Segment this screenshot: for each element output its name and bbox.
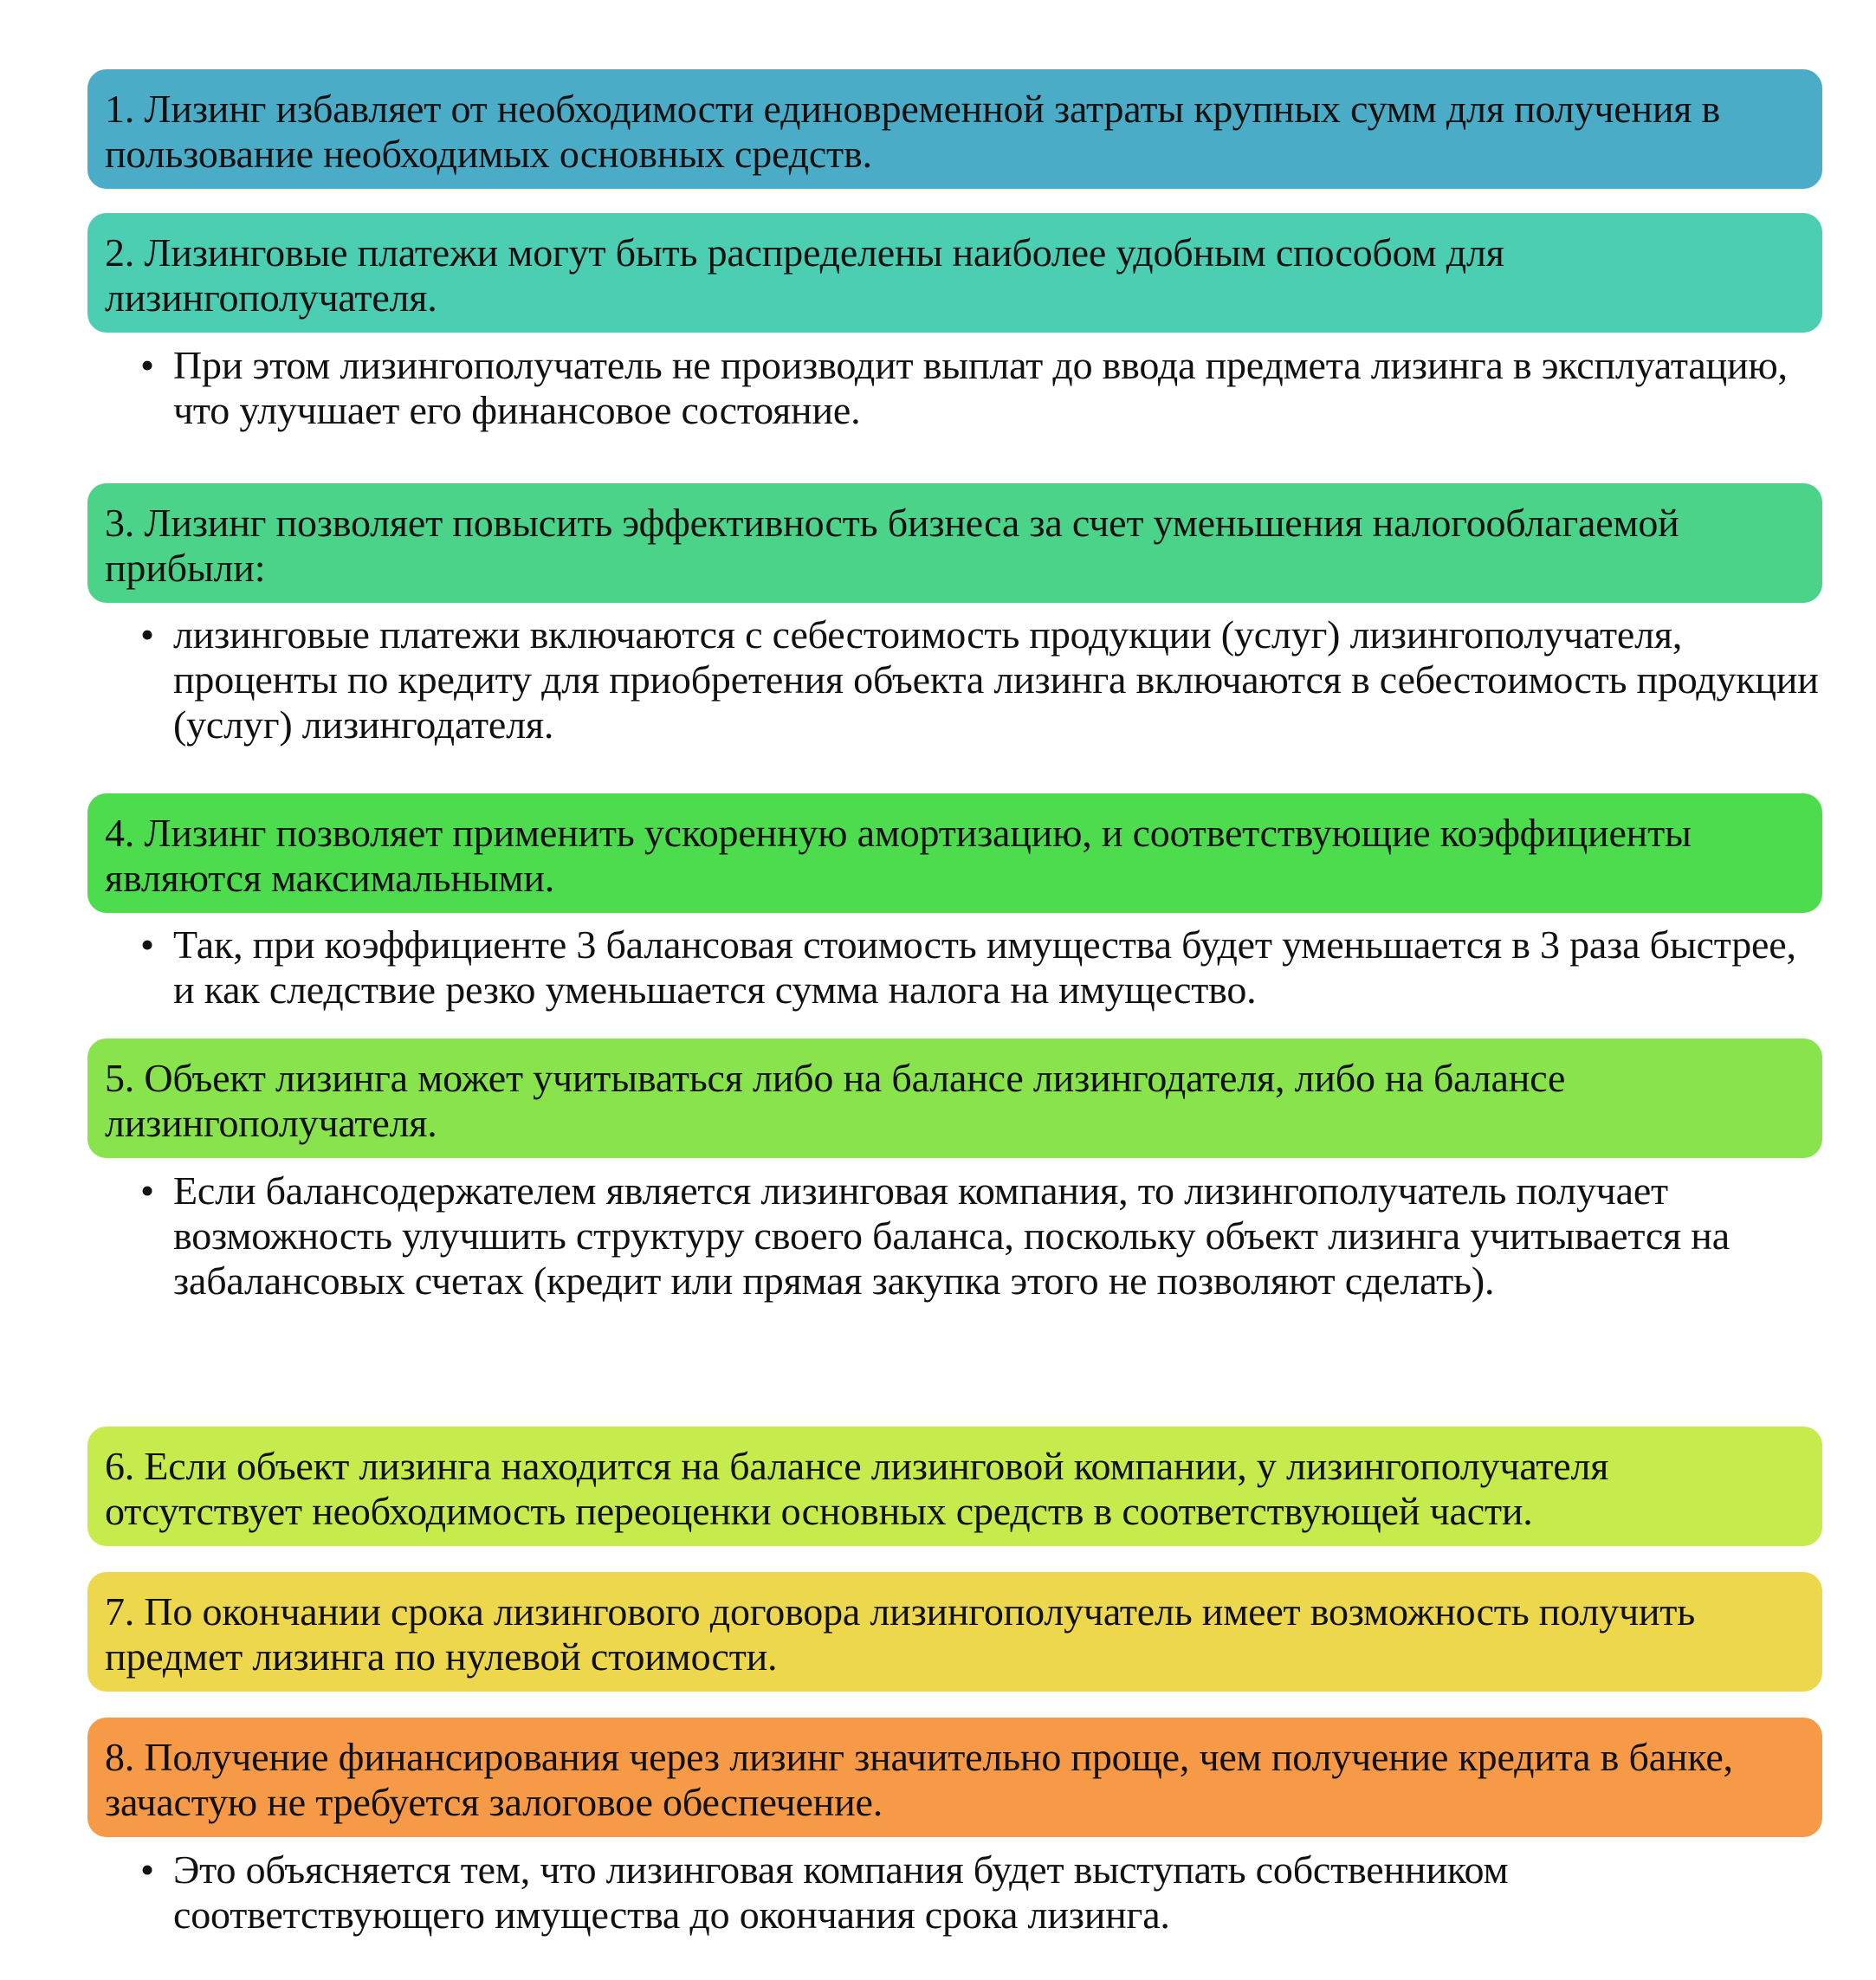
advantage-text-6: 6. Если объект лизинга находится на балансе лизинговой компании, у лизингополучателя отсутствует необходимость переоценки основных средств в соответствующей части.: [105, 1444, 1609, 1533]
advantage-box-1: [87, 69, 1822, 189]
advantage-box-2: [87, 213, 1822, 333]
advantage-text-8: 8. Получение финансирования через лизинг значительно проще, чем получение кредита в банке, зачастую не требуется залоговое обеспечение.: [105, 1735, 1733, 1824]
bullet-marker: •: [140, 1847, 154, 1892]
advantage-text-5: 5. Объект лизинга может учитываться либо на балансе лизингодателя, либо на балансе лизингополучателя.: [105, 1056, 1566, 1145]
advantage-text-4: 4. Лизинг позволяет применить ускоренную амортизацию, и соответствующие коэффициенты являются максимальными.: [105, 811, 1692, 900]
advantage-text-2: 2. Лизинговые платежи могут быть распределены наиболее удобным способом для лизингополучателя.: [105, 230, 1504, 320]
advantage-text-1: 1. Лизинг избавляет от необходимости единовременной затраты крупных сумм для получения в пользование необходимых основных средств.: [105, 87, 1721, 176]
advantage-bullet-2: [140, 343, 1825, 433]
advantage-text-7: 7. По окончании срока лизингового договора лизингополучатель имеет возможность получить предмет лизинга по нулевой стоимости.: [105, 1589, 1695, 1679]
advantage-bullet-text-4: Так, при коэффициенте 3 балансовая стоимость имущества будет уменьшается в 3 раза быстрее, и как следствие резко уменьшается сумма налога на имущество.: [173, 922, 1796, 1012]
advantage-bullet-5: [140, 1168, 1825, 1304]
advantage-text-3: 3. Лизинг позволяет повысить эффективность бизнеса за счет уменьшения налогооблагаемой прибыли:: [105, 501, 1679, 590]
advantage-bullet-4: [140, 922, 1825, 1013]
bullet-marker: •: [140, 343, 154, 387]
advantage-box-4: [87, 793, 1822, 913]
advantage-bullet-text-3: лизинговые платежи включаются с себестоимость продукции (услуг) лизингополучателя, проценты по кредиту для приобретения объекта лизинга включаются в себестоимость продукции (услуг) лизингодателя.: [173, 612, 1819, 747]
bullet-marker: •: [140, 922, 154, 967]
advantage-bullet-3: [140, 612, 1825, 747]
advantage-box-3: [87, 483, 1822, 603]
advantage-box-8: [87, 1718, 1822, 1837]
advantage-bullet-text-8: Это объясняется тем, что лизинговая компания будет выступать собственником соответствующего имущества до окончания срока лизинга.: [173, 1847, 1509, 1937]
advantage-bullet-text-5: Если балансодержателем является лизинговая компания, то лизингополучатель получает возможность улучшить структуру своего баланса, поскольку объект лизинга учитывается на забалансовых счетах (кредит или прямая закупка этого не позволяют сделать).: [173, 1168, 1730, 1303]
advantage-box-7: [87, 1572, 1822, 1692]
advantage-bullet-8: [140, 1847, 1825, 1938]
advantage-box-5: [87, 1039, 1822, 1158]
advantage-bullet-text-2: При этом лизингополучатель не производит выплат до ввода предмета лизинга в эксплуатацию, что улучшает его финансовое состояние.: [173, 343, 1788, 432]
bullet-marker: •: [140, 612, 154, 657]
advantage-box-6: [87, 1427, 1822, 1546]
bullet-marker: •: [140, 1168, 154, 1213]
